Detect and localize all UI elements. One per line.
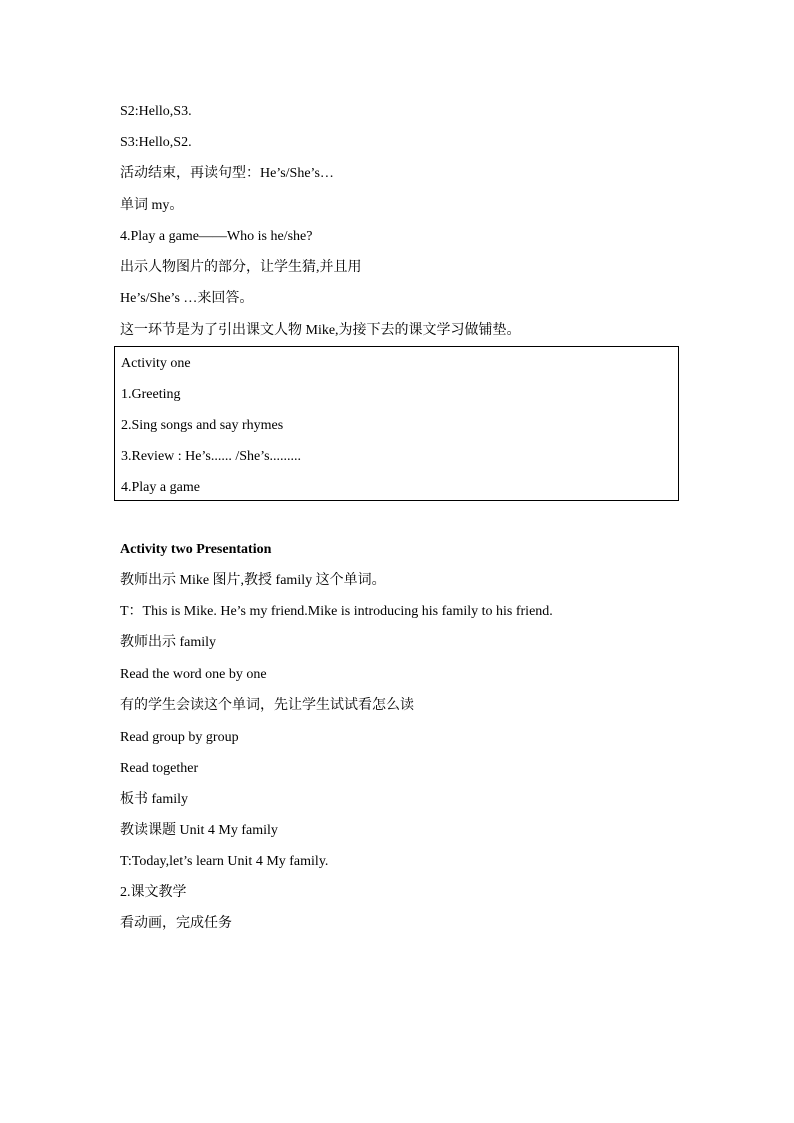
body-line: Read the word one by one [120, 667, 267, 682]
activity-box-line: 2.Sing songs and say rhymes [121, 418, 284, 433]
body-line: 有的学生会读这个单词，先让学生试试看怎么读 [120, 698, 414, 713]
body-line: Read together [120, 761, 199, 776]
intro-line: 活动结束，再读句型：He’s/She’s… [120, 166, 334, 181]
body-line: Read group by group [120, 730, 239, 745]
intro-line: 出示人物图片的部分，让学生猜,并且用 [120, 260, 362, 275]
body-line: T：This is Mike. He’s my friend.Mike is introducing his family to his friend. [120, 604, 553, 619]
body-line: 2.课文教学 [120, 885, 187, 900]
intro-line: He’s/She’s …来回答。 [120, 291, 254, 306]
activity-box-line: Activity one [121, 356, 191, 371]
body-line: 看动画，完成任务 [120, 916, 232, 931]
intro-line: 这一环节是为了引出课文人物 Mike,为接下去的课文学习做铺垫。 [120, 323, 521, 338]
activity-box-line: 3.Review : He’s...... /She’s......... [121, 449, 302, 464]
section-heading: Activity two Presentation [120, 542, 272, 557]
activity-box-line: 4.Play a game [121, 480, 200, 495]
activity-box-line: 1.Greeting [121, 387, 181, 402]
intro-line: 单词 my。 [120, 198, 184, 213]
intro-line: S3:Hello,S2. [120, 135, 192, 150]
body-line: 教读课题 Unit 4 My family [120, 823, 278, 838]
body-line: T:Today,let’s learn Unit 4 My family. [120, 854, 329, 869]
intro-line: S2:Hello,S3. [120, 104, 192, 119]
intro-line: 4.Play a game——Who is he/she? [120, 229, 313, 244]
body-line: 教师出示 family [120, 635, 217, 650]
body-line: 教师出示 Mike 图片,教授 family 这个单词。 [120, 573, 386, 588]
body-line: 板书 family [120, 792, 189, 807]
activity-one-box [114, 346, 679, 501]
